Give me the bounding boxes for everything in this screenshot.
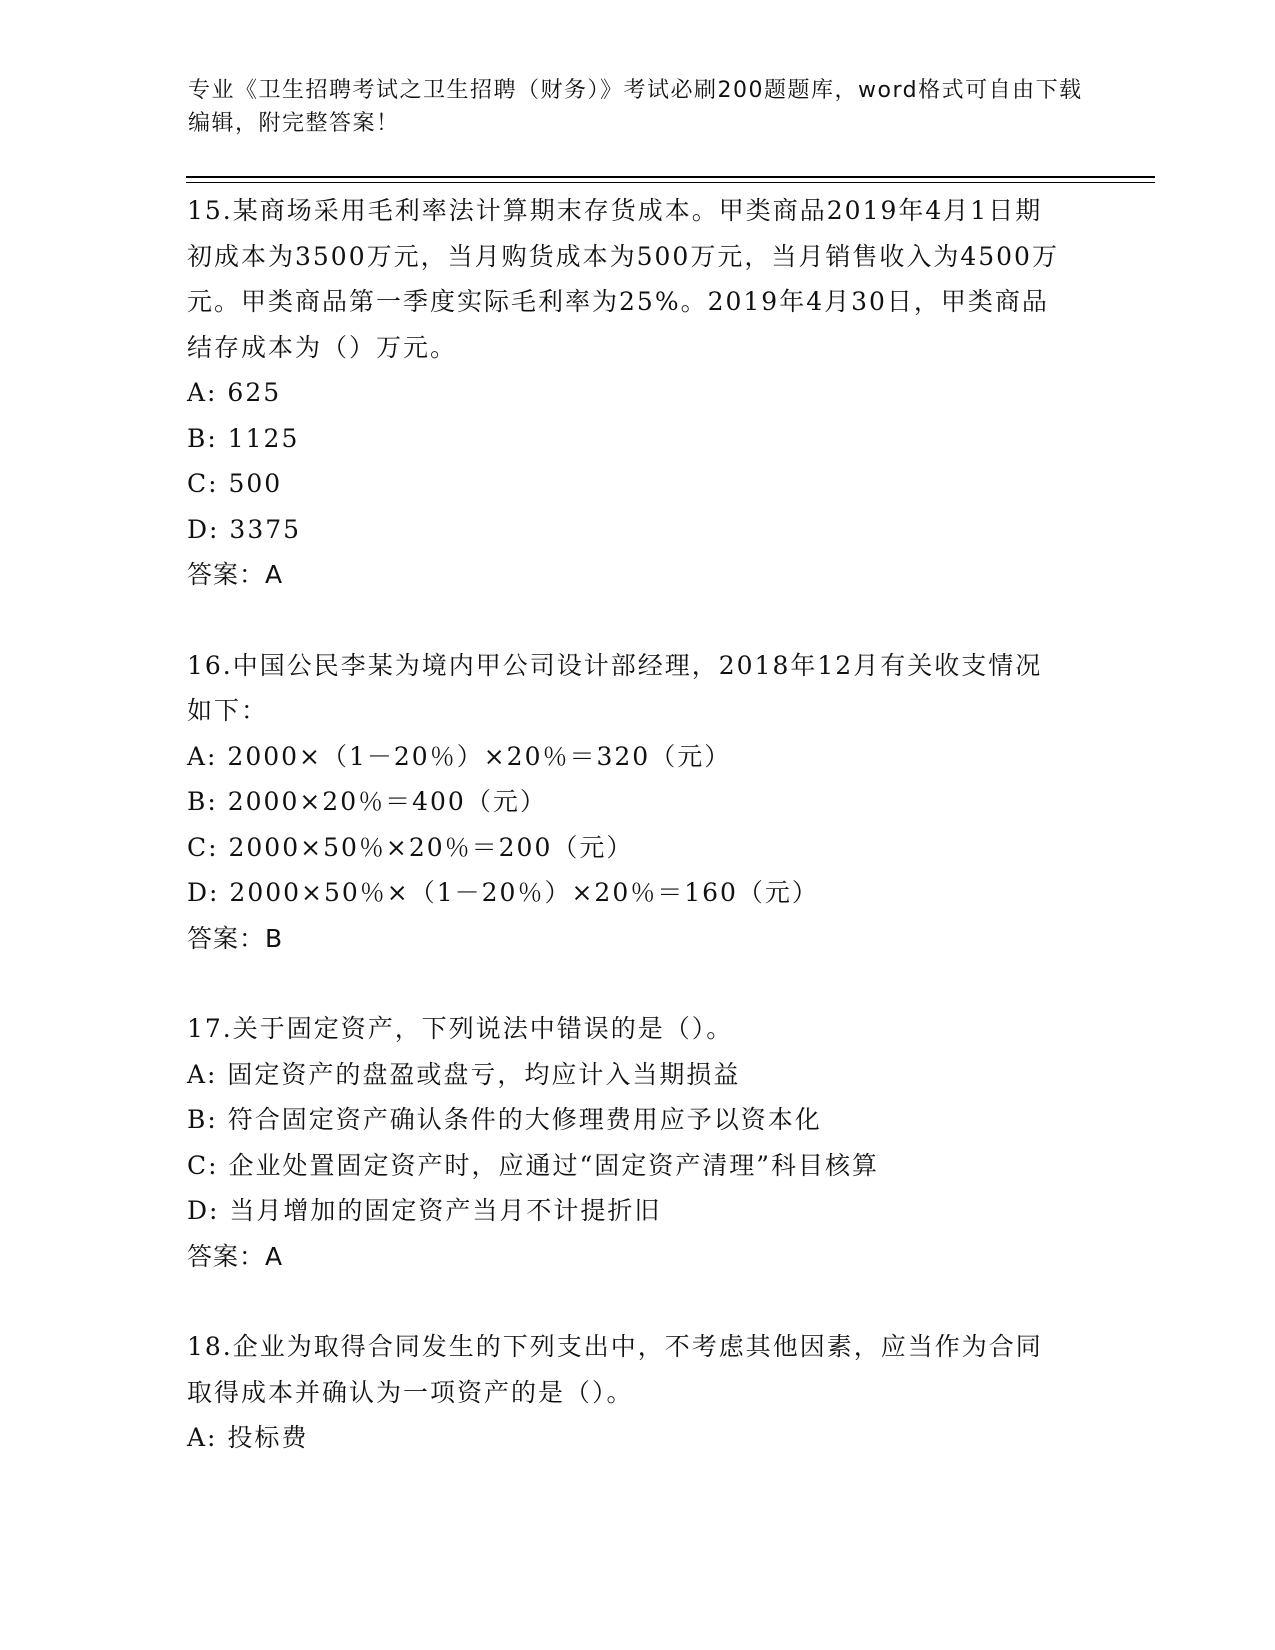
question-stem: 16.中国公民李某为境内甲公司设计部经理，2018年12月有关收支情况如下： [187, 650, 1043, 725]
question-stem: 15.某商场采用毛利率法计算期末存货成本。甲类商品2019年4月1日期初成本为3500万元，当月购货成本为500万元，当月销售收入为4500万元。甲类商品第一季度实际毛利率为25%。2019年4月30日，甲类商品结存成本为（）万元。 [187, 196, 1059, 362]
option-a: A: 投标费 [187, 1423, 309, 1452]
question-18 [187, 1324, 1087, 1461]
question-spacer [187, 961, 1087, 1006]
option-b: B: 符合固定资产确认条件的大修理费用应予以资本化 [187, 1105, 822, 1134]
question-stem: 17.关于固定资产，下列说法中错误的是（）。 [187, 1014, 734, 1043]
option-c: C: 企业处置固定资产时，应通过“固定资产清理”科目核算 [187, 1150, 880, 1180]
option-b: B: 1125 [187, 423, 300, 453]
question-list [187, 188, 1087, 1461]
document-header: 专业《卫生招聘考试之卫生招聘（财务）》考试必刷200题题库，word格式可自由下载编辑，附完整答案！ [188, 78, 1083, 136]
question-15 [187, 188, 1087, 598]
option-d: D: 3375 [187, 514, 302, 544]
option-a: A: 固定资产的盘盈或盘亏，均应计入当期损益 [187, 1059, 741, 1089]
answer-label: 答案：A [187, 560, 284, 589]
question-17 [187, 1006, 1087, 1279]
question-spacer [187, 598, 1087, 643]
answer-label: 答案：B [187, 923, 284, 953]
header-divider-thick [186, 176, 1155, 178]
question-16 [187, 643, 1087, 962]
question-stem: 18.企业为取得合同发生的下列支出中，不考虑其他因素，应当作为合同取得成本并确认为一项资产的是（）。 [187, 1332, 1043, 1407]
option-a: A: 2000×（1－20％）×20％＝320（元） [187, 741, 732, 771]
option-b: B: 2000×20％＝400（元） [187, 787, 547, 816]
option-c: C: 2000×50％×20％＝200（元） [187, 832, 634, 862]
option-d: D: 当月增加的固定资产当月不计提折旧 [187, 1196, 662, 1225]
option-c: C: 500 [187, 469, 283, 498]
answer-label: 答案：A [187, 1241, 284, 1271]
header-divider-thin [186, 182, 1155, 183]
option-d: D: 2000×50％×（1－20％）×20％＝160（元） [187, 878, 819, 907]
question-spacer [187, 1279, 1087, 1324]
option-a: A: 625 [187, 378, 282, 407]
